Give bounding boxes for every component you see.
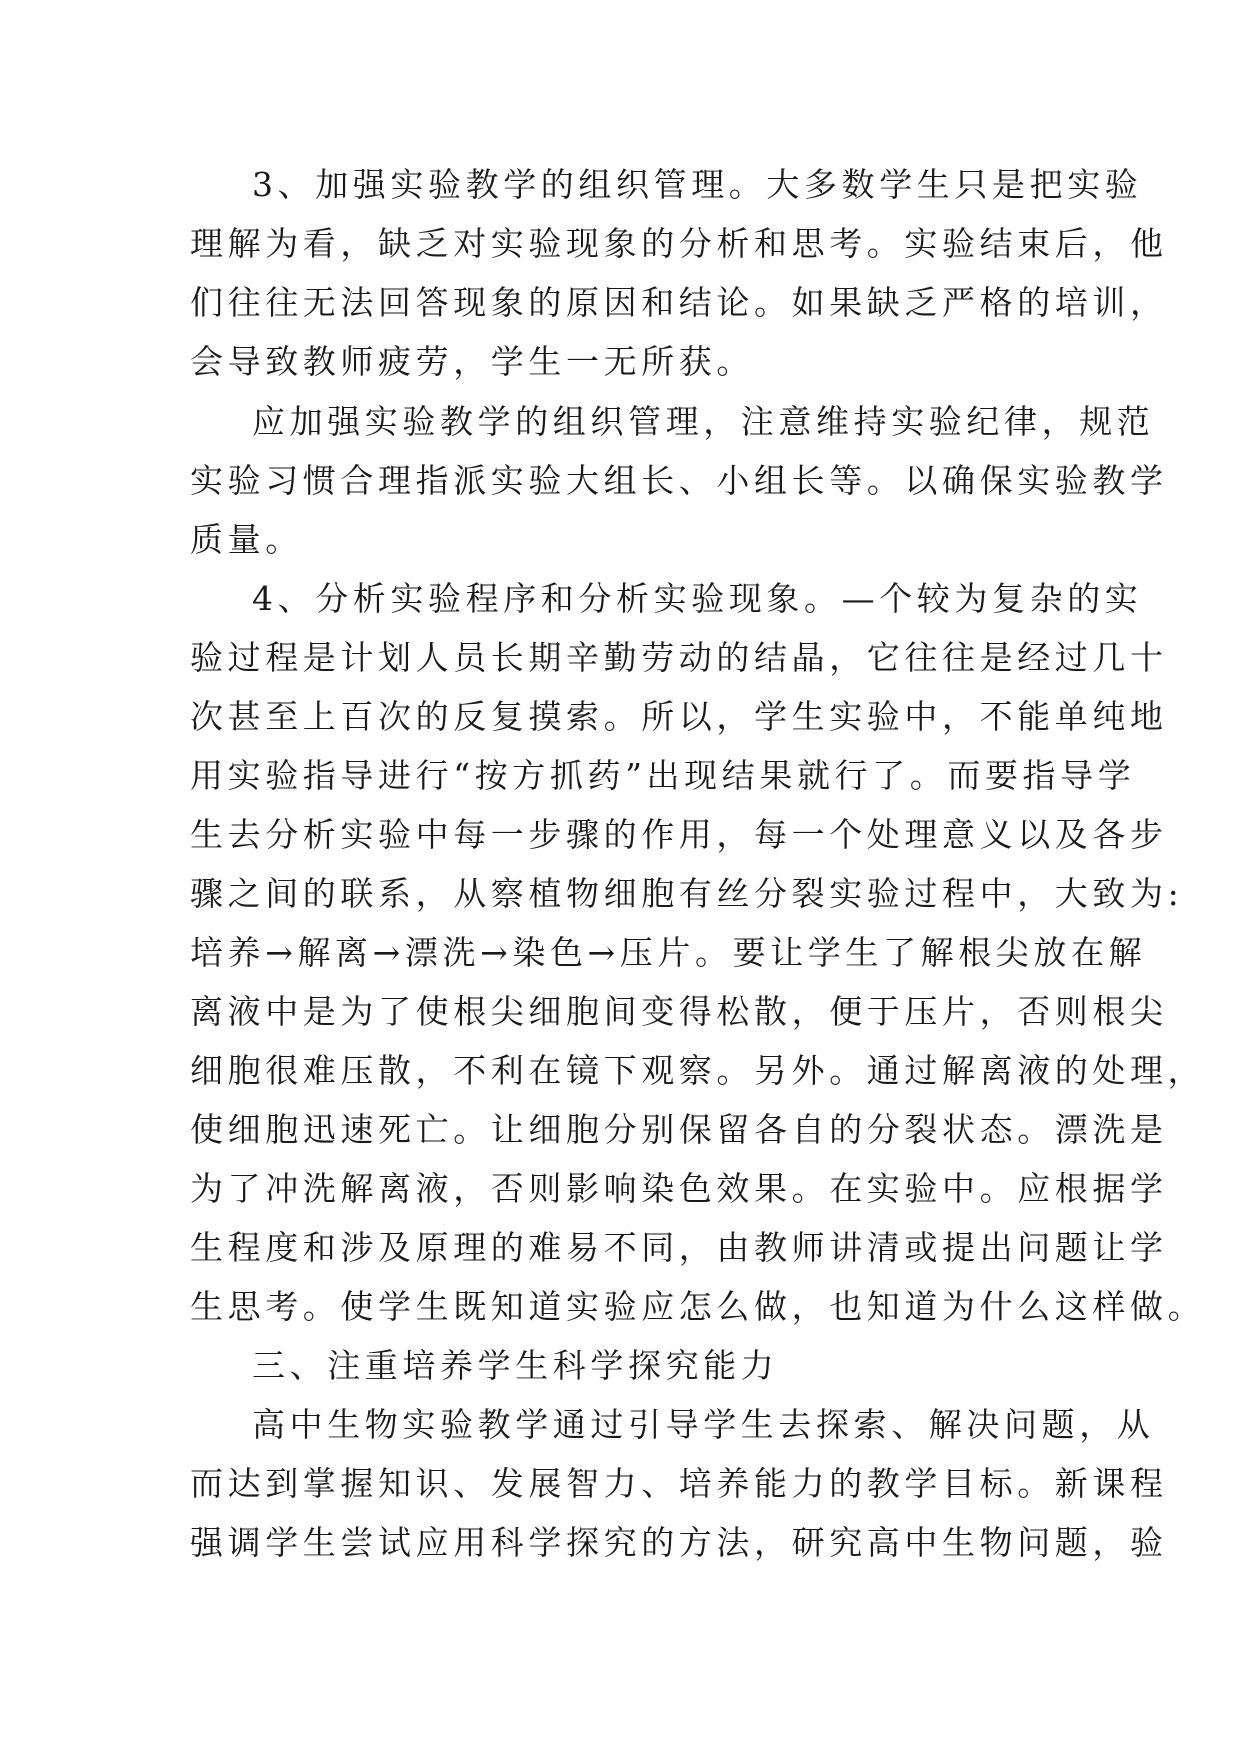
text-line: 细胞很难压散，不利在镜下观察。另外。通过解离液的处理，: [190, 1051, 1206, 1090]
text-line: 而达到掌握知识、发展智力、培养能力的教学目标。新课程: [190, 1464, 1168, 1503]
text-line: 生程度和涉及原理的难易不同，由教师讲清或提出问题让学: [190, 1228, 1168, 1267]
text-line: 使细胞迅速死亡。让细胞分别保留各自的分裂状态。漂洗是: [190, 1110, 1168, 1149]
text-line: 生思考。使学生既知道实验应怎么做，也知道为什么这样做。: [190, 1287, 1206, 1326]
text-line: 验过程是计划人员长期辛勤劳动的结晶，它往往是经过几十: [190, 638, 1168, 677]
text-line: 强调学生尝试应用科学探究的方法，研究高中生物问题，验: [190, 1523, 1168, 1562]
text-line: 生去分析实验中每一步骤的作用，每一个处理意义以及各步: [190, 815, 1168, 854]
text-line: 骤之间的联系，从察植物细胞有丝分裂实验过程中，大致为:: [190, 874, 1184, 913]
text-line: 用实验指导进行“按方抓药”出现结果就行了。而要指导学: [190, 756, 1136, 795]
text-line: 理解为看，缺乏对实验现象的分析和思考。实验结束后，他: [190, 224, 1168, 263]
text-line: 应加强实验教学的组织管理，注意维持实验纪律，规范: [252, 402, 1155, 441]
text-line: 会导致教师疲劳，学生一无所获。: [190, 342, 754, 381]
section-heading: 三、注重培养学生科学探究能力: [252, 1346, 779, 1385]
text-line: 为了冲洗解离液，否则影响染色效果。在实验中。应根据学: [190, 1169, 1168, 1208]
text-line: 3、加强实验教学的组织管理。大多数学生只是把实验: [252, 165, 1143, 204]
text-line: 4、分析实验程序和分析实验现象。—个较为复杂的实: [252, 579, 1143, 618]
text-line: 们往往无法回答现象的原因和结论。如果缺乏严格的培训，: [190, 283, 1168, 322]
text-line: 培养→解离→漂洗→染色→压片。要让学生了解根尖放在解: [190, 933, 1147, 972]
text-line: 高中生物实验教学通过引导学生去探索、解决问题，从: [252, 1405, 1155, 1444]
text-line: 次甚至上百次的反复摸索。所以，学生实验中，不能单纯地: [190, 697, 1168, 736]
text-line: 实验习惯合理指派实验大组长、小组长等。以确保实验教学: [190, 461, 1168, 500]
text-line: 离液中是为了使根尖细胞间变得松散，便于压片，否则根尖: [190, 992, 1168, 1031]
text-line: 质量。: [190, 520, 303, 559]
